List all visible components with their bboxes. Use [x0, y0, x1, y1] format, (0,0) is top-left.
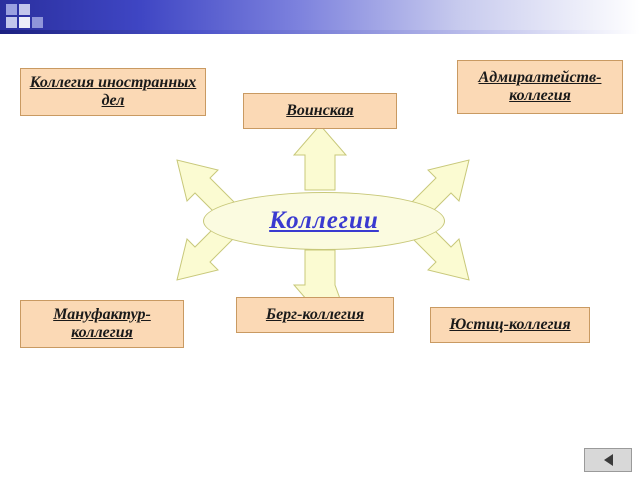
arrow-up: [294, 125, 346, 190]
node-berg-kollegiya[interactable]: [236, 297, 394, 333]
node-yustits-kollegiya[interactable]: [430, 307, 590, 343]
center-node-kollegii: [203, 192, 445, 250]
node-kollegiya-inostrannyh-del[interactable]: [20, 68, 206, 116]
node-label: Мануфактур-коллегия: [53, 305, 151, 341]
node-admiraltejstv-kollegiya[interactable]: [457, 60, 623, 114]
center-node-label: Коллегии: [269, 207, 379, 234]
previous-slide-button[interactable]: [584, 448, 632, 472]
node-label: Берг-коллегия: [265, 305, 365, 323]
node-label: Адмиралтейств-коллегия: [478, 68, 602, 104]
node-label: Воинская: [286, 101, 354, 119]
node-manufaktur-kollegiya[interactable]: [20, 300, 184, 348]
node-voinskaya[interactable]: [243, 93, 397, 129]
node-label: Юстиц-коллегия: [449, 315, 571, 333]
triangle-left-icon: [604, 454, 613, 466]
node-label: Коллегия иностранных дел: [29, 73, 197, 109]
